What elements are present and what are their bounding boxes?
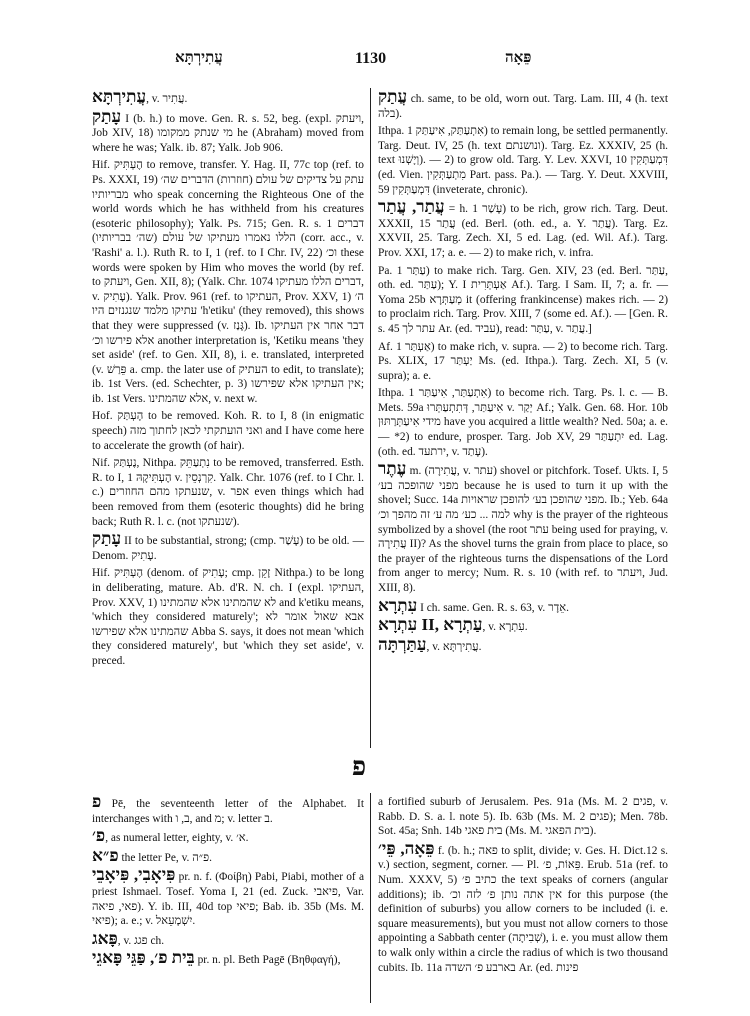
entry-text: , v. עִתְרָא. [482, 621, 528, 634]
column-divider [370, 793, 371, 1003]
header-right-catchword: פֵּאָה [505, 50, 532, 66]
column-3 [92, 792, 365, 971]
entry-text: Af. אַעְתַּר 1) to make rich, v. supra. — 2) to become rich. Targ. Ps. XLIX, 17 יַעְתַּר Ms. (ed. Ithpa.). Targ. Zech. XI, 5 (v. supra); a. e. [378, 340, 668, 382]
entry [378, 386, 668, 459]
entry [92, 845, 364, 866]
entry-text: the letter Pe, v. פ״ה. [118, 851, 212, 864]
headword: עֶתֶר [378, 459, 407, 479]
entry [92, 826, 364, 846]
headword: פ׳ [92, 826, 106, 846]
column-1 [92, 87, 365, 672]
page-number: 1130 [355, 50, 387, 67]
column-4 [378, 795, 668, 978]
entry-text: pr. n. pl. Beth Pagē (Βηθφαγή), [194, 954, 341, 967]
entry-text: II to be substantial, strong; (cmp. עָשַׁר) to be old. — Denom. עָתִיק. [92, 535, 365, 562]
entry-text: , v. פגג ch. [117, 934, 165, 947]
entry [92, 865, 365, 928]
column-divider [370, 88, 371, 748]
entry [92, 158, 364, 406]
headword: פִּיאָבִי, פִּיאָבֵי [92, 865, 176, 885]
header-left-catchword: עֲתִירְתָּא [175, 50, 223, 66]
headword: פָּאג [92, 928, 118, 948]
entry-text: pr. n. f. (Φοίβη) Pabi, Piabi, mother of a priest Ishmael. Tosef. Yoma I, 21 (ed. Zuck. פיאבי, Var. פאי, פיאה). Y. ib. III, 40d top פיאי; Bab. ib. 35b (Ms. M. פיאי); a. e.; v. יִשְׁמָעֵאל. [92, 871, 365, 928]
entry-text: Nif. נֶעְתַּק, Nithpa. נִתְעַתֵּק to be removed, transferred. Esth. R. to I, 1 הֶעְתִּיקָהּ v. קִרְנְסֵין. Yalk. Chr. 1076 (ref. to I Chr. l. c.) שנעתקו מהם החוזרים, v. אפר even things which had been removed from them (esoteric thoughts) did he bring back; Ruth R. l. c. (not שנעתקו). [92, 457, 364, 528]
entry [378, 634, 668, 655]
entry-text: Hif. הֶעְתִּיק (denom. of עָתִיק; cmp. זָקֵן Nithpa.) to be long in deliberating, mature. Ab. d'R. N. ch. I (expl. העתיקו, Prov. XXV, 1) לא שהמתינו אלא שהמתינו and k'etiku means, 'which they considered maturely'; אבא שאול אומר לא שהמתינו אלא שפירשו Abba S. says, it does not mean 'which they considered maturely', but 'which they set aside', v. preced. [92, 567, 364, 667]
section-letter-heading: פ [352, 752, 367, 782]
entry [378, 124, 668, 197]
entry-text: Pa. עַתַּר 1) to make rich. Targ. Gen. XIV, 23 (ed. Berl. עַתַּר, oth. ed. עַתַּר); Y. I אַעְתְּרִית Af.). Targ. I Sam. II, 7; a. fr. — Yoma 25b מְעַתְּרָא it (offering frankincense) makes rich. — 2) to proclaim rich. Targ. Prov. XIII, 7 (some ed. Af.). — [Gen. R. s. 45 עתר לך Ar. (ed. עביד), read: עַתַּר, v. עֲתַר.] [378, 264, 668, 335]
headword: עֲתַר, עֲתַר [378, 197, 445, 217]
entry [92, 529, 365, 563]
headword: בֵּית פ׳, פַּגֵּי פָּאגֵי [92, 948, 195, 968]
entry [378, 795, 668, 839]
entry-text: Hof. הָעְתַּק to be removed. Koh. R. to I, 8 (in enigmatic speech) ואני הועתקתי לכאן לחתוך מזה and I have come here to accelerate the growth (of hair). [92, 410, 365, 452]
entry-text: ch. same, to be old, worn out. Targ. Lam. III, 4 (h. text בלה). [378, 93, 668, 120]
entry [378, 87, 668, 121]
entry-text: m. (עֲתִירָה, v. עתר) shovel or pitchfork. Tosef. Ukts. I, 5 מפני שהופכה בע׳ because he is used to turn it up with the shovel; Succ. 14a מפני שהופכן בע׳ להופכן שראויות. Ib.; Yeb. 64a למה ... כע׳ מה ע׳ זה מהפך וכ׳ why is the prayer of the righteous symbolized by a shovel (the root עתר being used for praying, v. עֲתִירָה II)? As the shovel turns the grain from place to place, so the prayer of the righteous turns the dispensations of the Lord from anger to mercy; Num. R. s. 10 (with ref. to ויעתר, Jud. XIII, 8). [378, 465, 669, 594]
entry-text: Ithpa. אִתְעַתַּק, אִיעַתַּק 1) to remain long, be settled permanently. Targ. Deut. IV, 25 (h. text ונושנתם). Targ. Ez. XXXIV, 25 (h. text וְיָשְׁנוּ). — 2) to grow old. Targ. Y. Lev. XXVI, 10 דִּמְעַתְּקִין (ed. Vien. מִתְעַתְּקִין Part. pass. Pa.). — Targ. Y. Deut. XXVIII, 59 דִּמְעַתְּקִין (inveterate, chronic). [378, 125, 668, 196]
entry-text: , v. עֲתִיר. [146, 93, 188, 105]
entry-text: , v. עֲתִירְתָּא. [426, 640, 482, 653]
entry-text: = h. עָשַׁר 1) to be rich, grow rich. Targ. Deut. XXXII, 15 עֲתַר (ed. Berl. (oth. ed., a. Y. עֲתַר). Targ. Ez. XXVII, 25. Targ. Zech. XI, 5 ed. Lag. (ed. Wil. Af.). Targ. Prov. XXI, 17; a. e. — 2) to make rich, v. infra. [378, 203, 669, 259]
entry-text: f. (b. h.; פאה to split, divide; v. Ges. H. Dict.12 s. v.) section, segment, corner. — Pl. פֵּאוֹת, פ׳. Erub. 51a (ref. to Num. XXXV, 5) כתיב פ׳ the text speaks of corners (angular additions); ib. אין אתה נותן פ׳ לזה וכ׳ for this purpose (the definition of suburbs) you allow corners to be included (i. e. square measurements), but you must not allow corners to those appointing a Sabbath center (שְׁבִיתָה), i. e. you must allow them to walk only within a circle the radius of which is two thousand cubits. Ib. 11a בארבע פ׳ השדה Ar. (ed. פינות [378, 844, 669, 974]
entry [92, 792, 364, 826]
headword: עָתַק [92, 106, 122, 126]
entry [378, 264, 668, 337]
entry-text: Pē, the seventeenth letter of the Alphabet. It interchanges with ב, ו, and מ; v. letter ב. [92, 798, 364, 825]
headword: עֲתִירְתָּא [92, 87, 147, 106]
headword: עִתְרָא II, עַתְרָא [378, 615, 483, 635]
entry [378, 459, 669, 595]
headword: פ [92, 792, 102, 811]
entry [92, 948, 364, 968]
entry [378, 838, 669, 975]
entry-text: I ch. same. Gen. R. s. 63, v. אֵדָר. [417, 601, 569, 614]
entry [92, 409, 364, 453]
headword: פֵּאָה, פֵּי׳ [378, 838, 435, 858]
entry-text: , as numeral letter, eighty, v. א׳. [105, 832, 249, 845]
entry [92, 928, 364, 949]
entry-text: Ithpa. אִתְעַתַּר, אִיעַתַּר 1) to become rich. Targ. Ps. l. c. — B. Mets. 59a אִיעַתַּר, דְּתִתְעַתְּרוּ v. יְקַר Af.; Yalk. Gen. 68. Hor. 10b מידי אִיעַתְּרַתּוּן have you acquired a little wealth? Ned. 50a; a. e. — *2) to endure, prosper. Targ. Job XV, 29 יִתְעַתַּר ed. Lag. (oth. ed. ירתעד, v. עָתַד). [378, 387, 669, 458]
entry [92, 456, 364, 529]
entry [378, 340, 668, 384]
entry [92, 87, 364, 107]
entry [378, 197, 669, 260]
headword: עַתַּרְתָּה [378, 634, 427, 654]
headword: עֲתַק [378, 87, 408, 106]
entry-text: Hif. הֶעְתִּיק to remove, transfer. Y. Hag. II, 77c top (ref. to Ps. XXXI, 19) עתק על צדיקים של עולם (חוזרות) הדברים שה׳ מבריותיו who speak concerning the Righteous One of the world words which he has withheld from his creatures (esoteric philosophy); Yalk. Ps. 715; Gen. R. s. 1 דברים הללו נאמרו מעתיקו של עולם (שה׳ בבריותיו) (corr. acc., v. 'Rashi' a. l.). Ruth R. to I, 1 (ref. to I Chr. IV, 22) וכ׳ these words were spoken by Him who moves the world (by ref. to ויעתק, Gen. XII, 8); (Yalk. Chr. 1074 דברים הללו מעתיקו, v. עָתִיק). Yalk. Prov. 961 (ref. to העתיקו, Prov. XXV, 1) ה׳ עתיקו מלמד שנגנזים היו 'h'etiku' (they removed), this shows that they were suppressed (v. גָּנַז). Ib. דבר אחר אין העתיקו אלא פירשו וכ׳ another interpretation is, 'Ketiku means 'they set aside' (ref. to Gen. XII, 8), i. e. translated, interpreted (v. פֵּרַשׁ a. cmp. the later use of העתיק to edit, to translate); ib. 1st Vers. (ed. Schechter, p. 3) אין העתיקו אלא שפירשו; ib. 1st Vers. אלא שהמתינו, v. next w. [92, 159, 365, 405]
column-2 [378, 87, 669, 657]
entry [92, 566, 364, 668]
entry-text: a fortified suburb of Jerusalem. Pes. 91a (Ms. M. 2 פגים, v. Rabb. D. S. a. l. note 5). Ib. 63b (Ms. M. 2 פגים); Men. 78b. Sot. 45a; Snh. 14b בית פאגי (Ms. M. בית הפאגי). [378, 796, 669, 838]
headword: פ״א [92, 845, 119, 865]
entry [378, 595, 668, 616]
entry-text: I (b. h.) to move. Gen. R. s. 52, beg. (expl. ויעתק, Job XIV, 18) מי שנתק ממקומו he (Abraham) moved from where he was; Yalk. ib. 87; Yalk. Job 906. [92, 112, 364, 154]
entry [378, 615, 668, 635]
entry [92, 106, 364, 156]
headword: עָתַק [92, 529, 122, 549]
headword: עִתְרָא [378, 595, 418, 615]
